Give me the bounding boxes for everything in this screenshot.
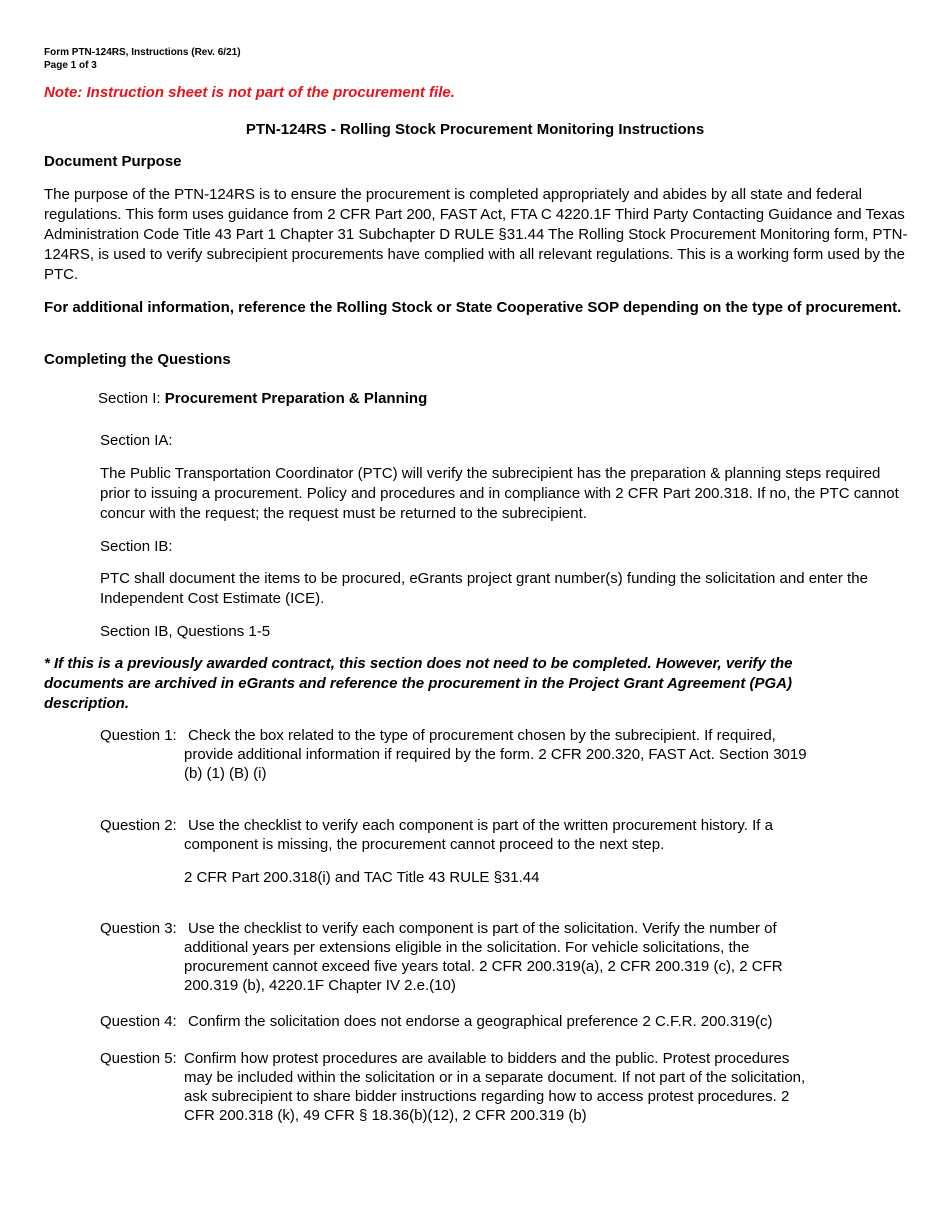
form-header [44,46,241,72]
instruction-note: Note: Instruction sheet is not part of the procurement file. [44,84,455,101]
section-1-prefix: Section I: [98,390,165,407]
question-4-label: Question 4: [100,1013,177,1030]
section-ia-label: Section IA: [100,432,173,449]
purpose-heading: Document Purpose [44,153,182,170]
question-4-text: Confirm the solicitation does not endorse a geographical preference 2 C.F.R. 200.319(c) [188,1013,773,1030]
question-5-text: Confirm how protest procedures are available to bidders and the public. Protest procedures may be included within the solicitation or in a separate document. If not part of the solicitation, ask subrecipient to share bidder instructions regarding how to access protest procedures. 2 CFR 200.318 (k), 49 CFR § 18.36(b)(12), 2 CFR 200.319 (b) [184,1050,806,1124]
question-2-text: Use the checklist to verify each component is part of the written procurement history. If a component is missing, the procurement cannot proceed to the next step. [184,817,773,853]
section-ib-text: PTC shall document the items to be procured, eGrants project grant number(s) funding the solicitation and enter the Independent Cost Estimate (ICE). [100,570,868,607]
question-2-reference: 2 CFR Part 200.318(i) and TAC Title 43 RULE §31.44 [184,869,540,886]
question-3-text: Use the checklist to verify each component is part of the solicitation. Verify the number of additional years per extensions eligible in the solicitation. For vehicle solicitations, the procurement cannot exceed five years total. 2 CFR 200.319(a), 2 CFR 200.319 (c), 2 CFR 200.319 (b), 4220.1F Chapter IV 2.e.(10) [184,920,783,994]
completing-heading: Completing the Questions [44,351,231,368]
question-1-label: Question 1: [100,727,177,744]
question-2-label: Question 2: [100,817,177,834]
section-ib-label: Section IB: [100,538,173,555]
question-2 [100,816,790,854]
question-1 [100,726,820,783]
section-ib-questions-label: Section IB, Questions 1-5 [100,623,271,640]
question-5 [100,1049,820,1125]
page-number: Page 1 of 3 [44,60,97,71]
purpose-text: The purpose of the PTN-124RS is to ensure the procurement is completed appropriately and abides by all state and federal regulations. This form uses guidance from 2 CFR Part 200, FAST Act, FTA C 4220.1F Third Party Contacting Guidance and Texas Administration Code Title 43 Part 1 Chapter 31 Subchapter D RULE §31.44 The Rolling Stock Procurement Monitoring form, PTN-124RS, is used to verify subrecipient procurements have complied with all relevant regulations. This is a working form used by the PTC. [44,186,908,283]
section-1-heading [98,390,427,407]
form-id: Form PTN-124RS, Instructions (Rev. 6/21) [44,47,241,58]
previous-award-note: * If this is a previously awarded contract, this section does not need to be completed. However, verify the documents are archived in eGrants and reference the procurement in the Project Grant Agreement (PGA) description. [44,655,793,712]
page-title: PTN-124RS - Rolling Stock Procurement Monitoring Instructions [245,121,705,138]
question-3 [100,919,820,995]
section-ia-text: The Public Transportation Coordinator (PTC) will verify the subrecipient has the preparation & planning steps required prior to issuing a procurement. Policy and procedures and in compliance with 2 CFR Part 200.318. If no, the PTC cannot concur with the request; the request must be returned to the subrecipient. [100,465,899,522]
question-4 [100,1012,840,1031]
question-3-label: Question 3: [100,920,177,937]
question-1-text: Check the box related to the type of procurement chosen by the subrecipient. If required, provide additional information if required by the form. 2 CFR 200.320, FAST Act. Section 3019 (b) (1) (B) (i) [184,727,807,782]
section-1-name: Procurement Preparation & Planning [164,390,428,407]
question-5-label: Question 5: [100,1050,177,1067]
additional-info: For additional information, reference the Rolling Stock or State Cooperative SOP depending on the type of procurement. [44,299,902,316]
